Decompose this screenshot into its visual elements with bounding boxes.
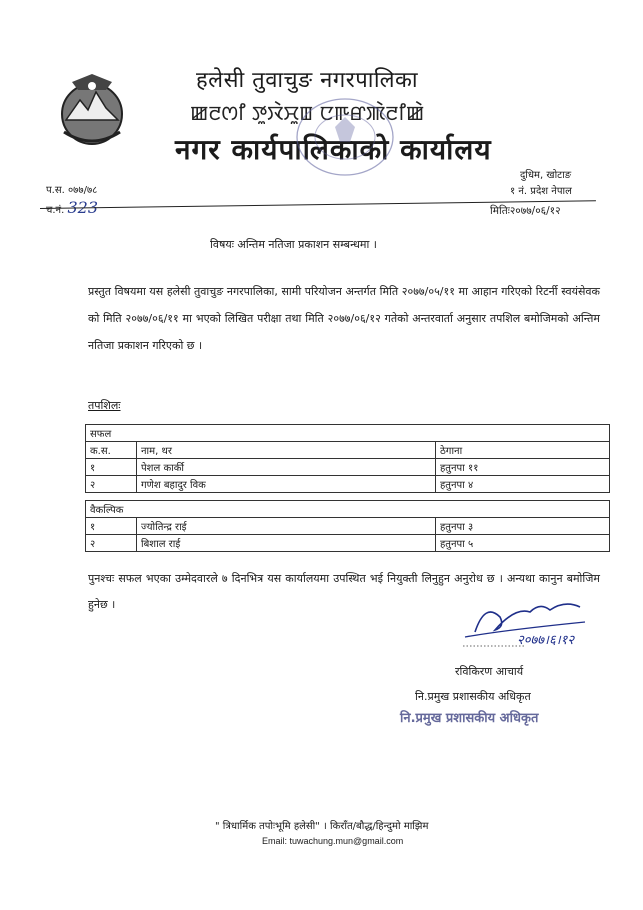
postscript-note: पुनश्चः सफल भएका उम्मेदवारले ७ दिनभित्र यस कार्यालयमा उपस्थित भई नियुक्ती लिनुहुन अनुरोध छ । अन्यथा कानुन बमोजिम हुनेछ । [88, 572, 600, 611]
signature-icon [455, 592, 605, 652]
table-cell: पेशल कार्की [137, 459, 436, 476]
designation-stamp: नि.प्रमुख प्रशासकीय अधिकृत [400, 711, 539, 726]
table-cell: हतुनपा ४ [436, 476, 610, 493]
footer-email: Email: tuwachung.mun@gmail.com [262, 836, 404, 846]
office-seal-icon [290, 92, 400, 182]
table-cell: २ [86, 535, 137, 552]
table-section-row [86, 501, 610, 518]
table-row [86, 459, 610, 476]
table-row [86, 518, 610, 535]
table-cell: २ [86, 476, 137, 493]
body-paragraph: प्रस्तुत विषयमा यस हलेसी तुवाचुङ नगरपालिका, सामी परियोजन अन्तर्गत मिति २०७७/०५/११ मा आहान गरिएको रिटर्नी स्वयंसेवक को मिति २०७७/०६/११ मा भएको लिखित परीक्षा तथा मिति २०७७/०६/१२ गतेको अन्तरवार्ता अनुसार तपशिल बमोजिमको अन्तिम नतिजा प्रकाशन गरिएको छ । [88, 285, 600, 352]
table-row [86, 535, 610, 552]
footer-motto: " त्रिधार्मिक तपोःभूमि हलेसी" । किराँत/बौद्ध/हिन्दुमो माझिम [215, 821, 429, 832]
column-header: ठेगाना [436, 442, 610, 459]
office-title: नगर कार्यपालिकाको कार्यालय [175, 133, 492, 166]
subject-line: विषयः अन्तिम नतिजा प्रकाशन सम्बन्धमा । [210, 238, 377, 251]
municipality-name: हलेसी तुवाचुङ नगरपालिका [196, 68, 419, 93]
table-section-label: सफल [86, 425, 610, 442]
table-cell: ज्योतिन्द्र राई [137, 518, 436, 535]
reference-ps: प.स. ०७७/७८ [46, 185, 98, 196]
signatory-designation: नि.प्रमुख प्रशासकीय अधिकृत [415, 690, 531, 703]
table-row [86, 476, 610, 493]
reference-cn-value: 323 [67, 198, 98, 217]
table-cell: १ [86, 518, 137, 535]
table-cell: बिशाल राई [137, 535, 436, 552]
table-cell: हतुनपा ३ [436, 518, 610, 535]
government-emblem-icon [52, 70, 132, 150]
table-section-row [86, 425, 610, 442]
column-header: नाम, थर [137, 442, 436, 459]
table-cell: हतुनपा ११ [436, 459, 610, 476]
reference-cn-label: च.नं. [46, 205, 65, 216]
table-cell: हतुनपा ५ [436, 535, 610, 552]
successful-candidates-table [85, 424, 610, 493]
column-header: क.स. [86, 442, 137, 459]
address-line1: दुधिम, खोटाङ [520, 170, 572, 181]
alternate-candidates-table [85, 500, 610, 552]
signatory-name: रविकिरण आचार्य [455, 665, 524, 678]
address-line2: १ नं. प्रदेश नेपाल [510, 186, 572, 197]
table-section-label: वैकल्पिक [86, 501, 610, 518]
details-heading: तपशिलः [88, 399, 121, 412]
table-header-row [86, 442, 610, 459]
signature-date: २०७७।६।१२ [517, 633, 575, 648]
table-cell: १ [86, 459, 137, 476]
letter-date: मितिः२०७७/०६/१२ [490, 205, 561, 217]
table-cell: गणेश बहादुर विक [137, 476, 436, 493]
municipality-name-script: ꯀꯂꯁꯤ ꯇꯨꯋꯥꯆꯨꯡ ꯅꯒꯔꯄꯥꯂꯤꯀꯥ [190, 101, 425, 125]
